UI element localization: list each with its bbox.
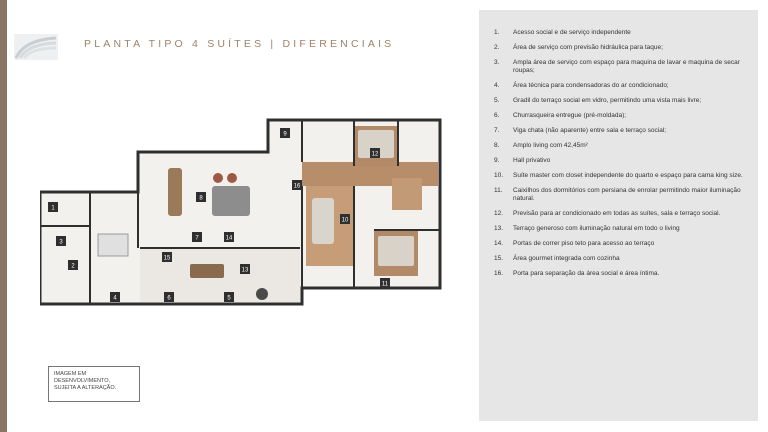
feature-item	[494, 59, 752, 75]
feature-text: Área gourmet integrada com cozinha	[513, 255, 620, 262]
feature-number: 1.	[494, 29, 500, 36]
plan-label-2: 2	[71, 263, 75, 270]
floor-plan	[40, 118, 452, 308]
feature-number: 3.	[494, 59, 500, 66]
plan-label-15: 15	[163, 255, 171, 262]
feature-number: 5.	[494, 97, 500, 104]
feature-number: 7.	[494, 127, 500, 134]
feature-text: Acesso social e de serviço independente	[513, 29, 631, 36]
feature-text: Gradil do terraço social em vidro, permitindo uma vista mais livre;	[513, 97, 702, 104]
feature-text: Amplo living com 42,45m²	[513, 142, 588, 149]
plan-label-9: 9	[283, 131, 287, 138]
plan-label-5: 5	[227, 295, 231, 302]
feature-text: Porta para separação da área social e área íntima.	[513, 270, 660, 277]
feature-item	[494, 82, 752, 90]
feature-number: 4.	[494, 82, 500, 89]
plan-label-6: 6	[167, 295, 171, 302]
disclaimer-box	[48, 366, 140, 402]
feature-number: 16.	[494, 270, 504, 277]
feature-item	[494, 29, 752, 37]
feature-number: 14.	[494, 240, 504, 247]
feature-text: Terraço generoso com iluminação natural em todo o living	[513, 225, 680, 232]
feature-item	[494, 255, 752, 263]
plan-label-12: 12	[371, 151, 379, 158]
features-list	[494, 29, 752, 285]
plan-label-7: 7	[195, 235, 199, 242]
feature-text: Área de serviço com previsão hidráulica para taque;	[513, 44, 663, 51]
plan-label-1: 1	[51, 205, 55, 212]
page-title: PLANTA TIPO 4 SUÍTES | DIFERENCIAIS	[84, 38, 395, 50]
feature-item	[494, 187, 752, 203]
disclaimer-line: IMAGEM EM	[54, 371, 87, 377]
feature-number: 8.	[494, 142, 500, 149]
feature-item	[494, 44, 752, 52]
feature-text: Suíte master com closet independente do quarto e espaço para cama king size.	[513, 172, 743, 179]
plan-label-16: 16	[293, 183, 301, 190]
feature-text: Área técnica para condensadoras do ar condicionado;	[513, 82, 669, 89]
feature-item	[494, 225, 752, 233]
feature-item	[494, 142, 752, 150]
disclaimer-line: SUJEITA A ALTERAÇÃO.	[54, 385, 117, 391]
plan-label-11: 11	[381, 281, 389, 288]
feature-text: Caixilhos dos dormitórios com persiana de enrolar permitindo maior iluminação natural.	[513, 187, 741, 202]
feature-item	[494, 127, 752, 135]
plan-label-3: 3	[59, 239, 63, 246]
feature-number: 13.	[494, 225, 504, 232]
feature-item	[494, 157, 752, 165]
left-accent-bar	[0, 0, 7, 432]
plan-label-8: 8	[199, 195, 203, 202]
feature-item	[494, 240, 752, 248]
feature-item	[494, 210, 752, 218]
feature-text: Churrasqueira entregue (pré-moldada);	[513, 112, 627, 119]
feature-number: 11.	[494, 187, 503, 194]
feature-number: 10.	[494, 172, 504, 179]
feature-number: 12.	[494, 210, 504, 217]
feature-number: 2.	[494, 44, 500, 51]
feature-text: Viga chata (não aparente) entre sala e terraço social;	[513, 127, 667, 134]
feature-number: 6.	[494, 112, 500, 119]
feature-item	[494, 97, 752, 105]
feature-number: 9.	[494, 157, 500, 164]
feature-number: 15.	[494, 255, 504, 262]
disclaimer-line: DESENVOLVIMENTO,	[54, 378, 111, 384]
plan-label-4: 4	[113, 295, 117, 302]
feature-item	[494, 112, 752, 120]
plan-label-10: 10	[341, 217, 349, 224]
brand-logo	[14, 34, 58, 60]
feature-item	[494, 172, 752, 180]
feature-text: Portas de correr piso teto para acesso ao terraço	[513, 240, 655, 247]
feature-item	[494, 270, 752, 278]
feature-text: Ampla área de serviço com espaço para maquina de lavar e maquina de secar roupas;	[513, 59, 740, 74]
feature-text: Hall privativo	[513, 157, 551, 164]
plan-label-14: 14	[225, 235, 233, 242]
feature-text: Previsão para ar condicionado em todas as suítes, sala e terraço social.	[513, 210, 721, 217]
features-panel	[479, 10, 758, 421]
plan-label-13: 13	[241, 267, 249, 274]
